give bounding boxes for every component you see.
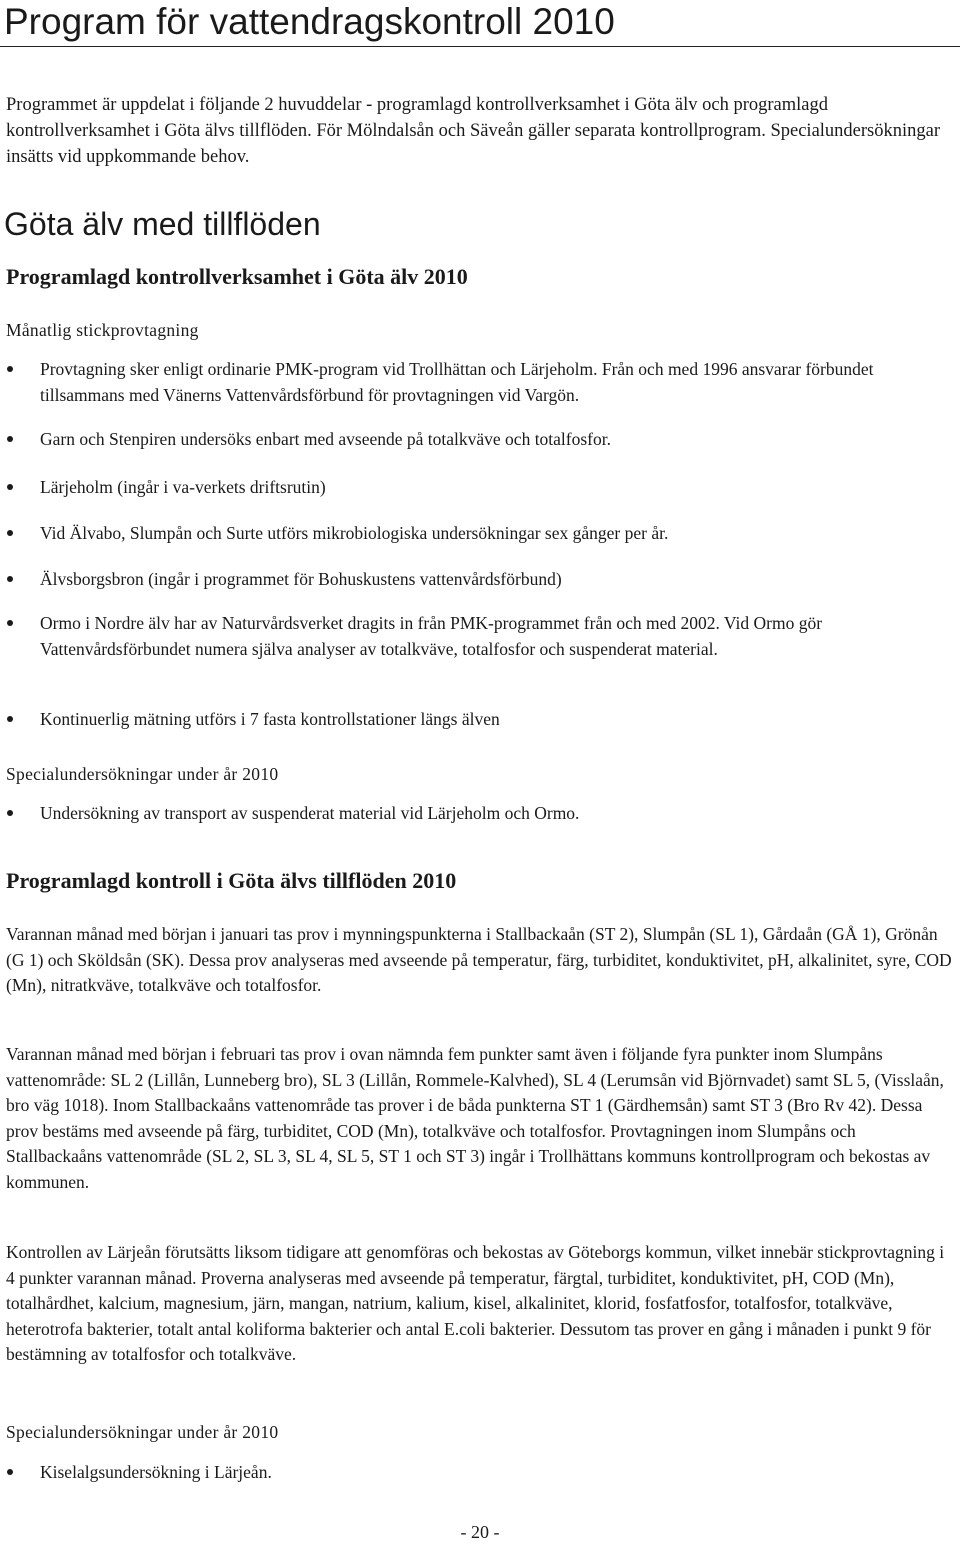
monthly-sampling-label: Månatlig stickprovtagning — [6, 320, 199, 340]
bullet-icon — [7, 1469, 13, 1475]
subsection-heading-tributaries: Programlagd kontroll i Göta älvs tillflöden 2010 — [6, 868, 457, 893]
subsection-heading-gota-alv: Programlagd kontrollverksamhet i Göta älv 2010 — [6, 264, 468, 289]
title-divider — [0, 46, 960, 47]
list-item — [0, 1459, 950, 1485]
list-item-text: Älvsborgsbron (ingår i programmet för Bohuskustens vattenvårdsförbund) — [40, 569, 562, 589]
paragraph: Varannan månad med början i februari tas prov i ovan nämnda fem punkter samt även i följande fyra punkter inom Slumpåns vattenområde: SL 2 (Lillån, Lunneberg bro), SL 3 (Lillån, Rommele-Kalvhed), SL 4 (Lerumsån vid Björnvadet) samt SL 5, (Visslaån, bro väg 1018). Inom Stallbackaåns vattenområde tas prover i de båda punkterna ST 1 (Gärdhemsån) samt ST 3 (Bro Rv 42). Dessa prov bestäms med avseende på färg, turbiditet, COD (Mn), totalkväve och totalfosfor. Provtagningen inom Slumpåns och Stallbackaåns vattenområde (SL 2, SL 3, SL 4, SL 5, ST 1 och ST 3) ingår i Trollhättans kommuns kontrollprogram och bekostas av kommunen. — [6, 1044, 944, 1192]
bullet-icon — [7, 484, 13, 490]
list-item — [0, 800, 950, 826]
bullet-icon — [7, 530, 13, 536]
bullet-icon — [7, 716, 13, 722]
list-item — [0, 610, 950, 662]
list-item-text: Vid Älvabo, Slumpån och Surte utförs mikrobiologiska undersökningar sex gånger per år. — [40, 523, 669, 543]
list-item — [0, 426, 950, 452]
list-item — [0, 566, 950, 592]
list-item — [0, 356, 950, 408]
page-title: Program för vattendragskontroll 2010 — [4, 1, 615, 42]
section-heading: Göta älv med tillflöden — [4, 206, 321, 242]
paragraph: Varannan månad med början i januari tas prov i mynningspunkterna i Stallbackaån (ST 2), Slumpån (SL 1), Gårdaån (GÅ 1), Grönån (G 1) och Sköldsån (SK). Dessa prov analyseras med avseende på temperatur, färg, turbiditet, konduktivitet, pH, alkalinitet, syre, COD (Mn), nitratkväve, totalkväve och totalfosfor. — [6, 924, 952, 996]
bullet-icon — [7, 436, 13, 442]
list-item-text: Lärjeholm (ingår i va-verkets driftsrutin) — [40, 477, 326, 497]
page-number: - 20 - — [460, 1522, 500, 1542]
list-item — [0, 520, 950, 546]
special-studies-label: Specialundersökningar under år 2010 — [6, 1422, 279, 1442]
list-item — [0, 474, 950, 500]
bullet-icon — [7, 620, 13, 626]
list-item-text: Undersökning av transport av suspenderat material vid Lärjeholm och Ormo. — [40, 803, 580, 823]
special-studies-label: Specialundersökningar under år 2010 — [6, 764, 279, 784]
intro-paragraph: Programmet är uppdelat i följande 2 huvuddelar - programlagd kontrollverksamhet i Göta älv och programlagd kontrollverksamhet i Göta älvs tillflöden. För Mölndalsån och Säveån gäller separata kontrollprogram. Specialundersökningar insätts vid uppkommande behov. — [6, 95, 941, 167]
list-item-text: Kontinuerlig mätning utförs i 7 fasta kontrollstationer längs älven — [40, 709, 500, 729]
list-item-text: Ormo i Nordre älv har av Naturvårdsverket dragits in från PMK-programmet från och med 2002. Vid Ormo gör Vattenvårdsförbundet numera själva analyser av totalkväve, totalfosfor och suspenderat material. — [40, 613, 823, 659]
paragraph: Kontrollen av Lärjeån förutsätts liksom tidigare att genomföras och bekostas av Göteborgs kommun, vilket innebär stickprovtagning i 4 punkter varannan månad. Proverna analyseras med avseende på temperatur, färgtal, turbiditet, konduktivitet, pH, COD (Mn), totalhårdhet, kalcium, magnesium, järn, mangan, natrium, kalium, kisel, alkalinitet, klorid, fosfatfosfor, totalfosfor, totalkväve, heterotrofa bakterier, totalt antal koliforma bakterier och antal E.coli bakterier. Dessutom tas prover en gång i månaden i punkt 9 för bestämning av totalfosfor och totalkväve. — [6, 1242, 945, 1365]
bullet-icon — [7, 810, 13, 816]
list-item — [0, 706, 950, 732]
list-item-text: Provtagning sker enligt ordinarie PMK-program vid Trollhättan och Lärjeholm. Från och med 1996 ansvarar förbundet tillsammans med Vänerns Vattenvårdsförbund för provtagningen vid Vargön. — [40, 359, 874, 405]
bullet-icon — [7, 366, 13, 372]
bullet-icon — [7, 576, 13, 582]
list-item-text: Kiselalgsundersökning i Lärjeån. — [40, 1462, 272, 1482]
list-item-text: Garn och Stenpiren undersöks enbart med avseende på totalkväve och totalfosfor. — [40, 429, 611, 449]
